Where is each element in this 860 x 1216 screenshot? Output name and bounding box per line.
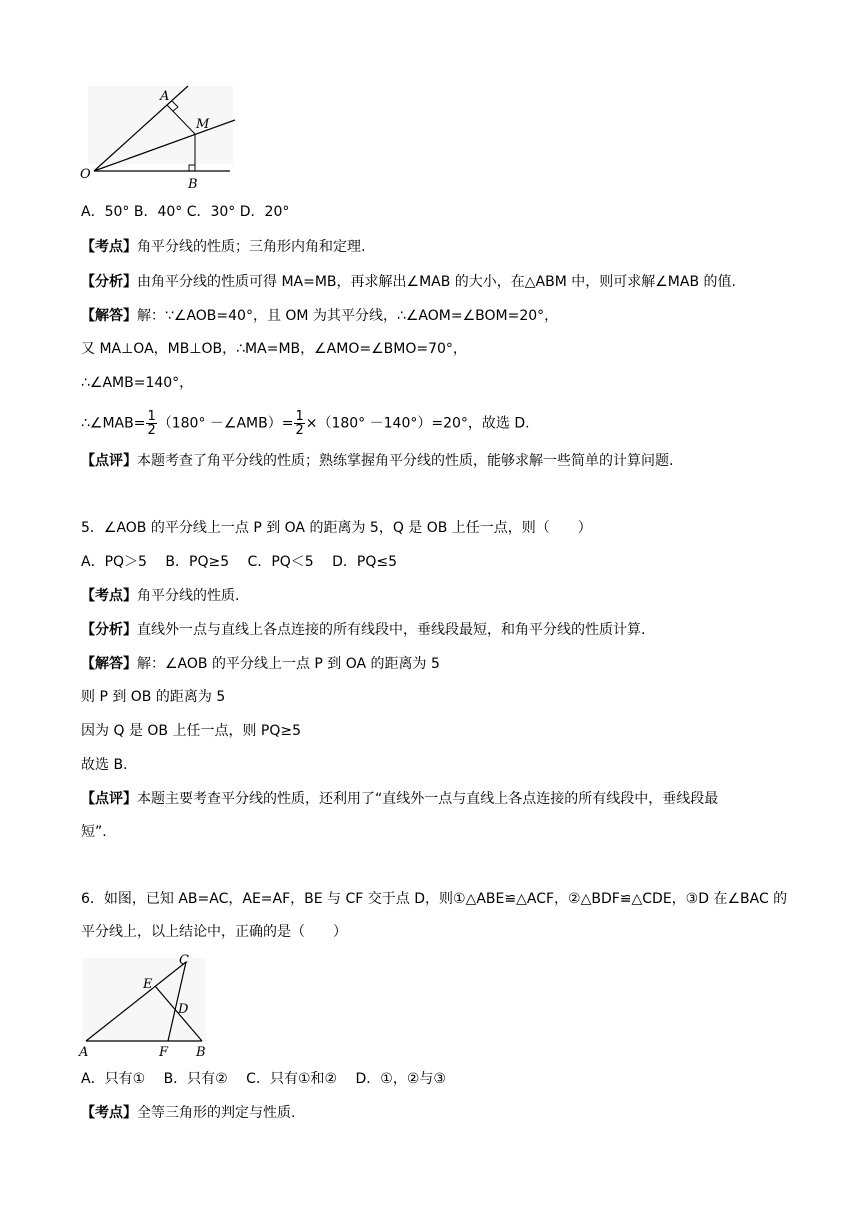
label-b: B — [188, 177, 198, 192]
frac-num: 1 — [147, 409, 156, 424]
q5-jieda-line1 — [81, 654, 440, 674]
label-a: A — [160, 89, 170, 104]
q5-fenxi — [81, 620, 645, 640]
q4-fenxi — [81, 272, 736, 292]
q5-kaodian — [81, 586, 239, 606]
q4-jieda-line3: ∴∠AMB=140°， — [81, 375, 194, 391]
q6-kaodian — [81, 1103, 295, 1123]
label-d: D — [178, 1002, 189, 1017]
kaodian-tag: 【考点】 — [81, 588, 137, 604]
jieda-line4-part-b: （180° －∠AMB）= — [157, 415, 294, 432]
label-b2: B — [196, 1045, 206, 1060]
jieda-tag: 【解答】 — [81, 656, 137, 672]
kaodian-tag: 【考点】 — [81, 239, 137, 255]
frac-den-2: 2 — [295, 423, 304, 438]
q4-pingping — [81, 451, 673, 471]
kaodian-text: 角平分线的性质. — [137, 588, 240, 604]
q4-jieda-line2: 又 MA⊥OA，MB⊥OB，∴MA=MB，∠AMO=∠BMO=70°， — [81, 341, 467, 357]
q5-jieda-line2: 则 P 到 OB 的距离为 5 — [81, 689, 226, 705]
label-f: F — [159, 1045, 169, 1060]
label-a2: A — [79, 1045, 89, 1060]
q5-options: A．PQ＞5 B．PQ≥5 C．PQ＜5 D．PQ≤5 — [81, 554, 398, 570]
label-e: E — [143, 977, 153, 992]
kaodian-text: 全等三角形的判定与性质. — [137, 1105, 296, 1121]
q6-question-line2: 平分线上，以上结论中，正确的是（ ） — [81, 924, 347, 940]
frac-num-2: 1 — [295, 409, 304, 424]
jieda-text: 解：∠AOB 的平分线上一点 P 到 OA 的距离为 5 — [137, 656, 440, 672]
q4-jieda-line1 — [81, 306, 558, 326]
pingping-text: 本题考查了角平分线的性质；熟练掌握角平分线的性质，能够求解一些简单的计算问题. — [137, 453, 674, 469]
q4-options: A．50° B．40° C．30° D．20° — [81, 204, 290, 220]
jieda-tag: 【解答】 — [81, 308, 137, 324]
fenxi-tag: 【分析】 — [81, 622, 137, 638]
q5-jieda-line4: 故选 B. — [81, 757, 128, 773]
pingping-text: 本题主要考查平分线的性质，还利用了“直线外一点与直线上各点连接的所有线段中，垂线段最 — [137, 791, 719, 807]
fenxi-text: 由角平分线的性质可得 MA=MB，再求解出∠MAB 的大小，在△ABM 中，则可求解∠MAB 的值. — [137, 274, 736, 290]
fraction-half-2 — [294, 410, 304, 437]
label-c: C — [179, 953, 189, 968]
label-o: O — [80, 167, 91, 182]
q6-question-line1: 6．如图，已知 AB=AC，AE=AF，BE 与 CF 交于点 D，则①△ABE≌△ACF，②△BDF≌△CDE，③D 在∠BAC 的 — [81, 891, 788, 907]
fenxi-text: 直线外一点与直线上各点连接的所有线段中，垂线段最短，和角平分线的性质计算. — [137, 622, 646, 638]
frac-den: 2 — [147, 423, 156, 438]
jieda-text: 解：∵∠AOB=40°，且 OM 为其平分线，∴∠AOM=∠BOM=20°， — [137, 308, 559, 324]
triangle-figure — [76, 950, 216, 1062]
q4-jieda-line4 — [81, 410, 530, 437]
kaodian-tag: 【考点】 — [81, 1105, 137, 1121]
pingping-tag: 【点评】 — [81, 453, 137, 469]
fenxi-tag: 【分析】 — [81, 274, 137, 290]
q6-options: A．只有① B．只有② C．只有①和② D．①，②与③ — [81, 1071, 446, 1087]
q4-kaodian — [81, 237, 365, 257]
fraction-half — [146, 410, 156, 437]
kaodian-text: 角平分线的性质；三角形内角和定理. — [137, 239, 366, 255]
q5-pingping — [81, 789, 718, 809]
label-m: M — [196, 117, 210, 132]
q5-question: 5．∠AOB 的平分线上一点 P 到 OA 的距离为 5，Q 是 OB 上任一点，则（ ） — [81, 520, 592, 536]
angle-bisector-figure — [78, 82, 243, 192]
jieda-line4-part-c: ×（180° －140°）=20°，故选 D. — [305, 415, 530, 432]
pingping-tag: 【点评】 — [81, 791, 137, 807]
q5-jieda-line3: 因为 Q 是 OB 上任一点，则 PQ≥5 — [81, 723, 301, 739]
q5-pingping-cont: 短”. — [81, 824, 107, 840]
jieda-line4-part-a: ∴∠MAB= — [81, 415, 146, 432]
